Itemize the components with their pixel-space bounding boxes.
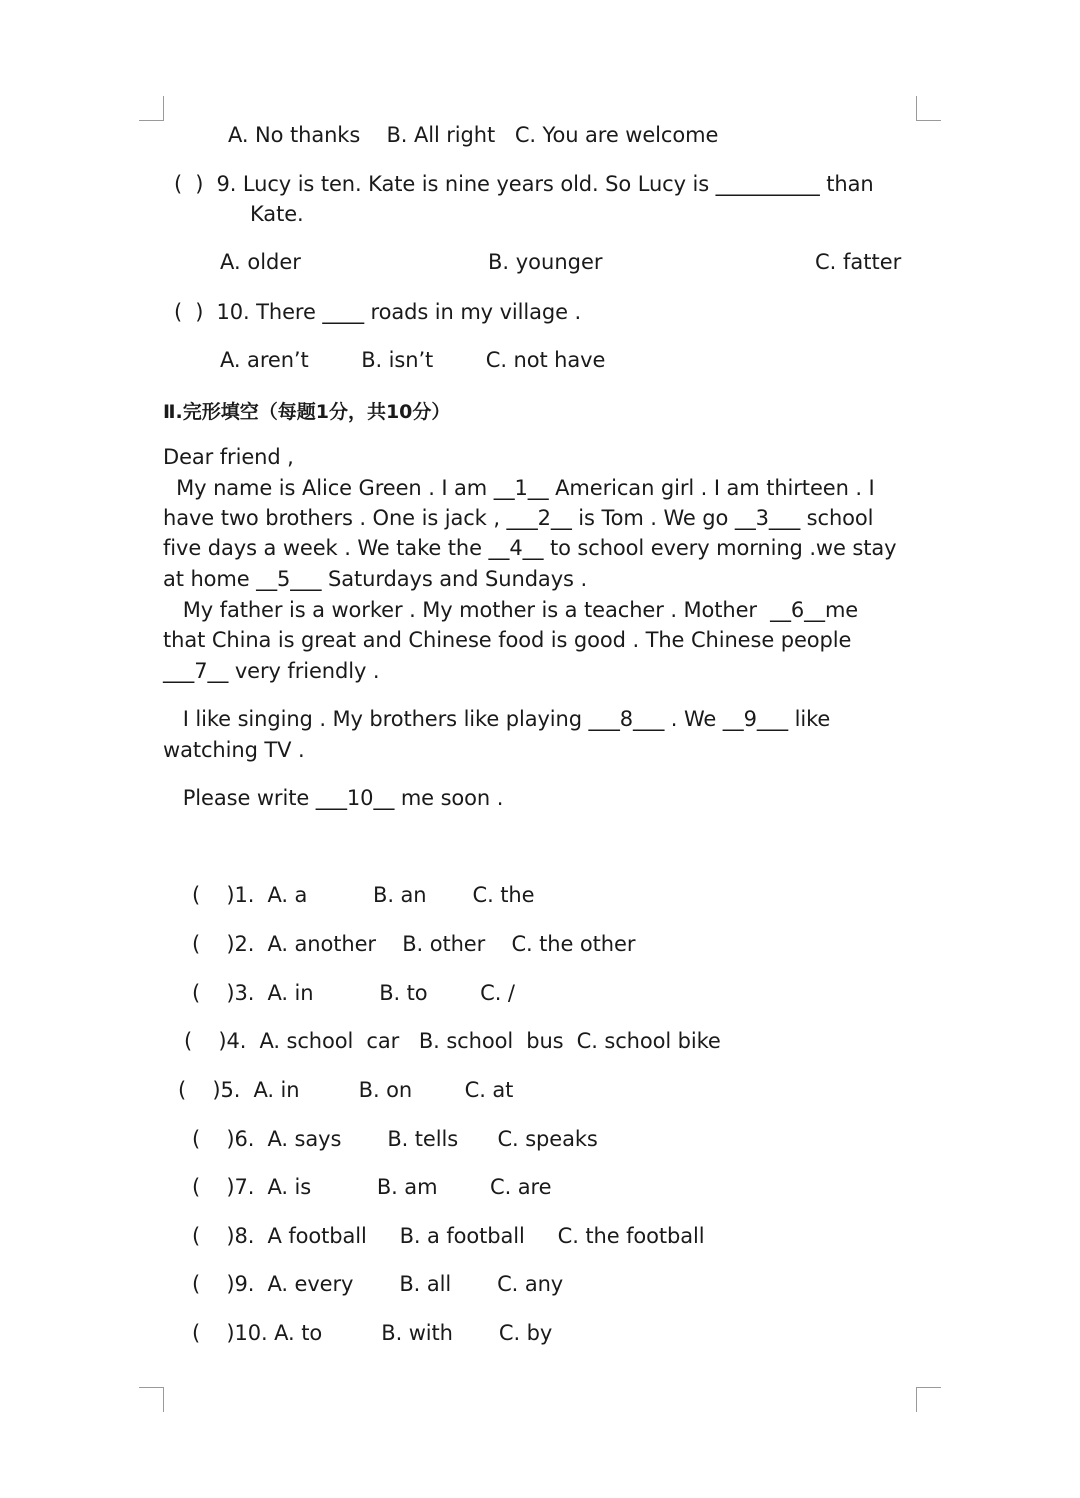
passage-line: ___7__ very friendly .: [163, 659, 380, 683]
passage-line: I like singing . My brothers like playing ___8___ . We __9___ like: [163, 707, 831, 731]
passage-line: have two brothers . One is jack , ___2__ is Tom . We go __3___ school: [163, 506, 874, 530]
cloze-question-5: ( )5. A. in B. on C. at: [178, 1078, 514, 1102]
cloze-question-3: ( )3. A. in B. to C. /: [192, 981, 515, 1005]
cloze-question-4: ( )4. A. school car B. school bus C. school bike: [184, 1029, 721, 1053]
question-10-text: ( ) 10. There ____ roads in my village .: [174, 300, 582, 324]
question-9-option-b: B. younger: [488, 250, 603, 274]
crop-mark-bottom-left: [139, 1387, 164, 1412]
cloze-question-10: ( )10. A. to B. with C. by: [192, 1321, 553, 1345]
question-8-options: A. No thanks B. All right C. You are welcome: [228, 123, 719, 147]
cloze-question-9: ( )9. A. every B. all C. any: [192, 1272, 564, 1296]
crop-mark-top-right: [916, 96, 941, 121]
cloze-question-2: ( )2. A. another B. other C. the other: [192, 932, 636, 956]
passage-line: watching TV .: [163, 738, 305, 762]
passage-line: My father is a worker . My mother is a teacher . Mother __6__me: [163, 598, 859, 622]
question-9-text: ( ) 9. Lucy is ten. Kate is nine years old. So Lucy is __________ than: [174, 172, 874, 196]
question-9-option-a: A. older: [220, 250, 301, 274]
passage-line: at home __5___ Saturdays and Sundays .: [163, 567, 588, 591]
passage-line: that China is great and Chinese food is good . The Chinese people: [163, 628, 852, 652]
passage-line: My name is Alice Green . I am __1__ American girl . I am thirteen . I: [163, 476, 875, 500]
cloze-question-6: ( )6. A. says B. tells C. speaks: [192, 1127, 598, 1151]
question-9-option-c: C. fatter: [815, 250, 902, 274]
cloze-question-7: ( )7. A. is B. am C. are: [192, 1175, 552, 1199]
passage-closing: Please write ___10__ me soon .: [163, 786, 504, 810]
section-heading: Ⅱ.完形填空（每题1分，共10分）: [163, 401, 451, 423]
cloze-question-8: ( )8. A football B. a football C. the football: [192, 1224, 705, 1248]
passage-greeting: Dear friend ,: [163, 445, 294, 469]
passage-line: five days a week . We take the __4__ to school every morning .we stay: [163, 536, 897, 560]
question-9-text-cont: Kate.: [250, 202, 304, 226]
cloze-question-1: ( )1. A. a B. an C. the: [192, 883, 535, 907]
crop-mark-bottom-right: [916, 1387, 941, 1412]
question-10-options: A. aren’t B. isn’t C. not have: [220, 348, 606, 372]
crop-mark-top-left: [139, 96, 164, 121]
